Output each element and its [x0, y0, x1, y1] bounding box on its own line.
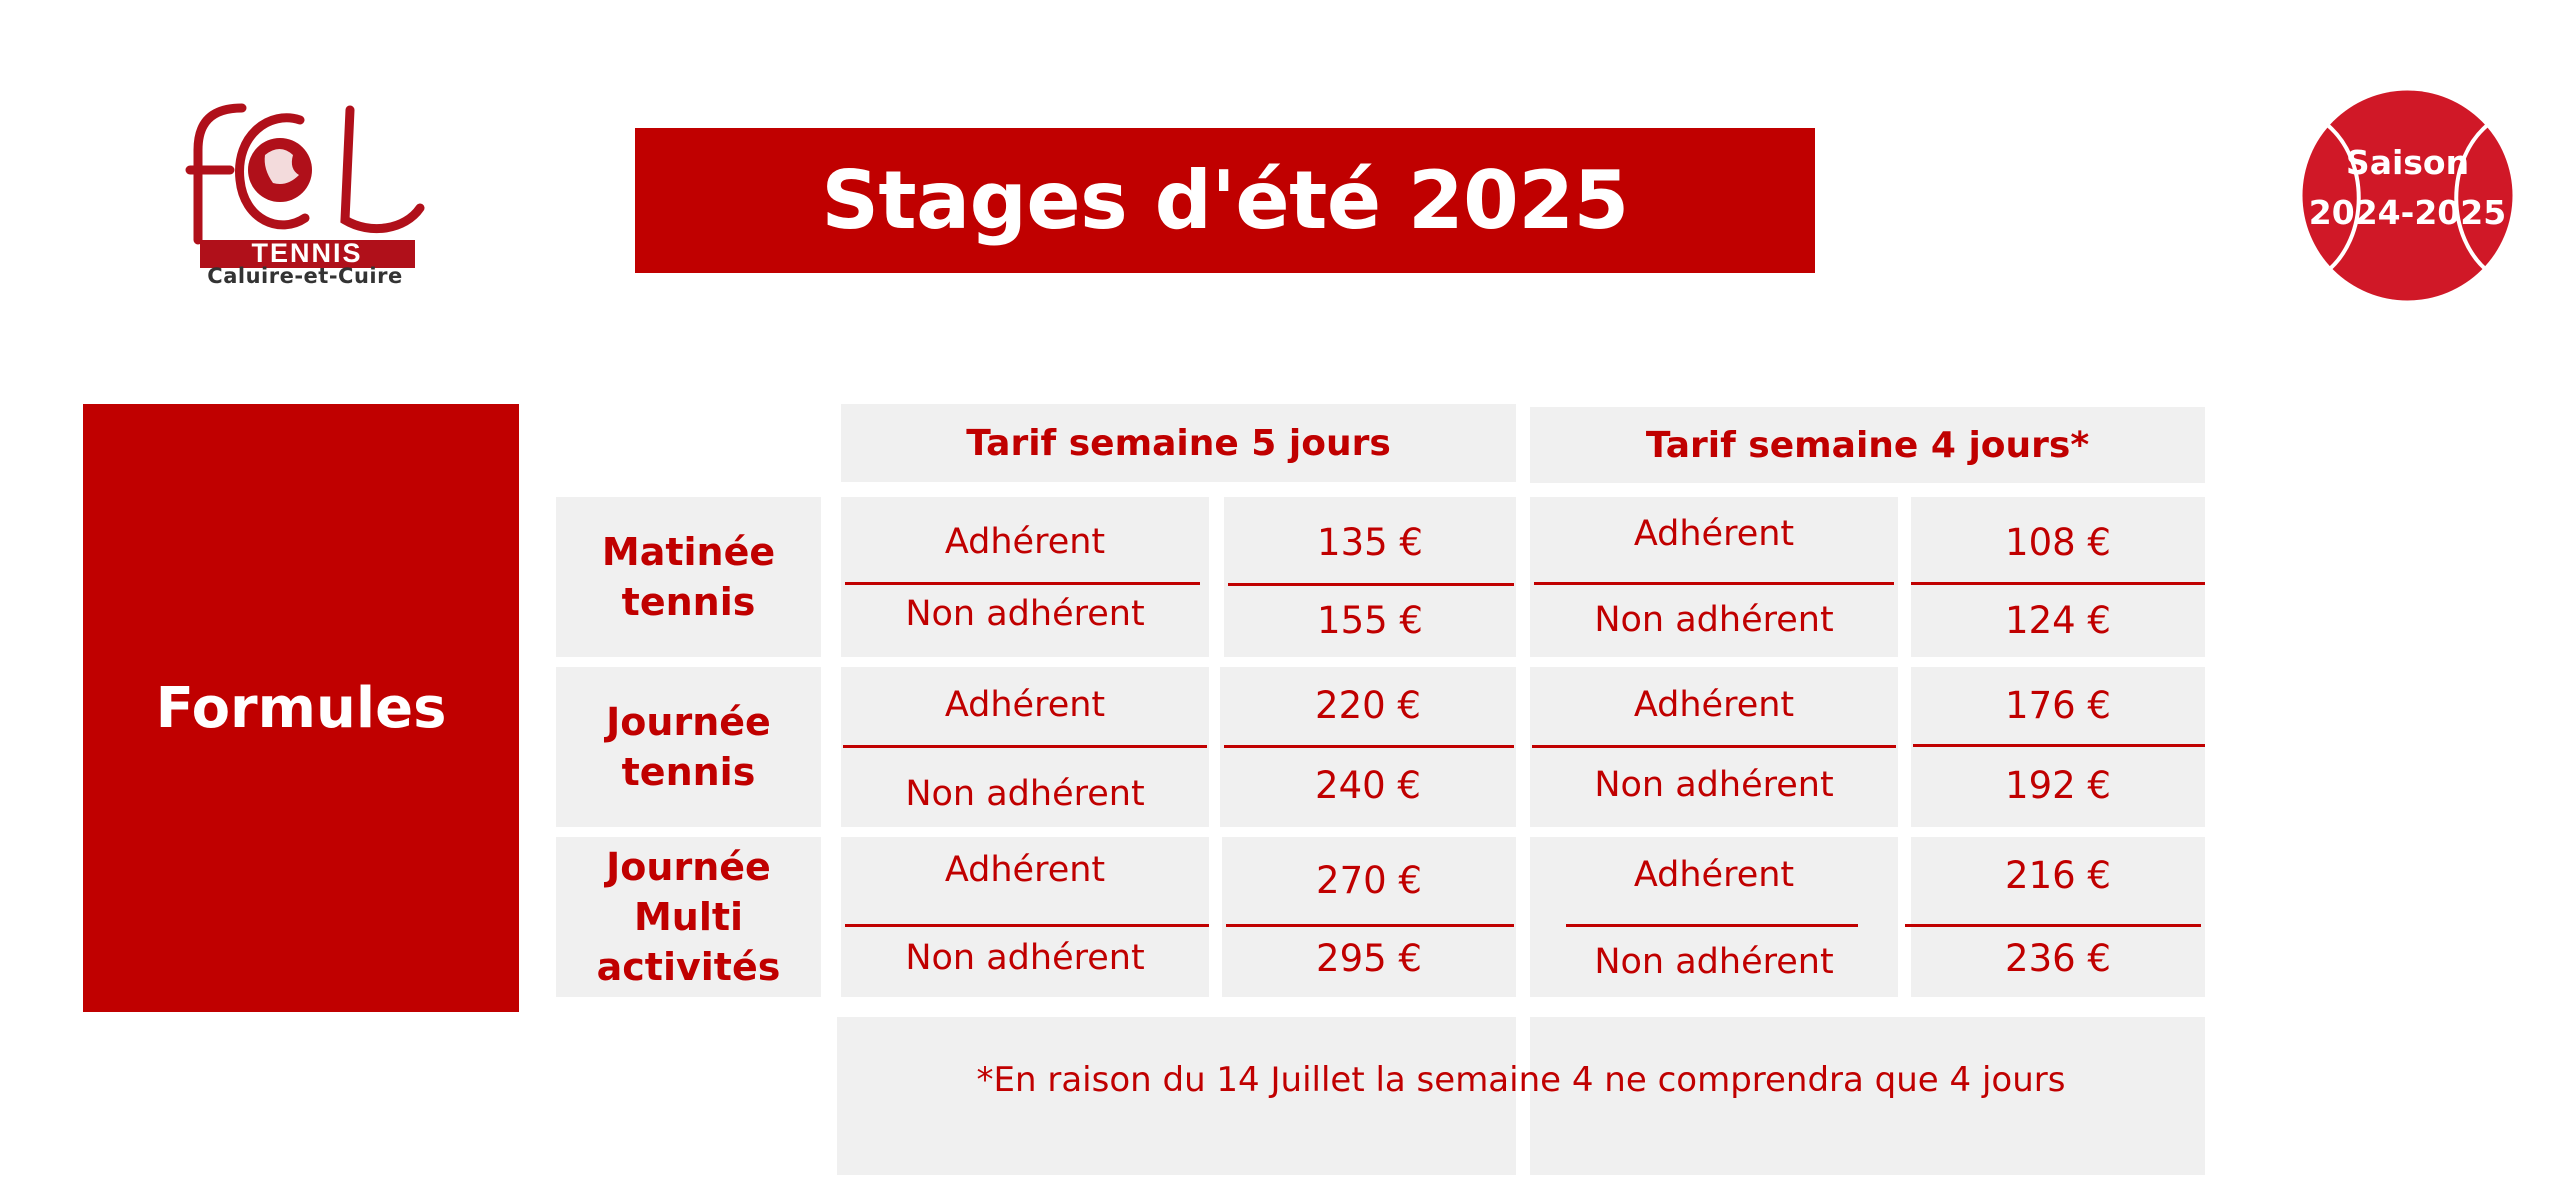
col-header-5-days-label: Tarif semaine 5 jours [966, 422, 1391, 464]
col-header-5-days [841, 404, 1516, 482]
divider [1913, 744, 2205, 747]
col-header-4-days [1530, 407, 2205, 483]
title-banner [635, 128, 1815, 273]
type-non-adherent: Non adhérent [1594, 600, 1834, 640]
type-adherent: Adhérent [1633, 855, 1795, 895]
row-label-line: tennis [621, 580, 756, 624]
divider [1532, 745, 1896, 748]
type-non-adherent: Non adhérent [905, 594, 1145, 634]
price-adherent: 176 € [2005, 683, 2111, 727]
price-adherent: 270 € [1316, 858, 1422, 902]
row-label-line: Matinée [601, 530, 776, 574]
row-label-line: Multi [633, 895, 744, 939]
type-adherent: Adhérent [1633, 685, 1795, 725]
price-adherent: 220 € [1315, 683, 1421, 727]
cell-prices-r1-4d [1911, 497, 2205, 657]
row-label-journee-tennis [556, 667, 821, 827]
row-label-line: tennis [621, 750, 756, 794]
type-non-adherent: Non adhérent [1594, 765, 1834, 805]
row-label-journee-multi-activites [556, 837, 821, 997]
divider [1534, 582, 1894, 585]
cell-types-r3-4d [1530, 837, 1898, 997]
divider [1228, 583, 1514, 586]
type-adherent: Adhérent [944, 685, 1106, 725]
price-non-adherent: 192 € [2005, 763, 2111, 807]
logo-subtitle: Caluire-et-Cuire [207, 264, 403, 288]
price-adherent: 216 € [2005, 853, 2111, 897]
footnote: *En raison du 14 Juillet la semaine 4 ne comprendra que 4 jours [976, 1060, 2066, 1100]
cell-prices-r3-5d [1222, 837, 1516, 997]
row-label-line: activités [596, 945, 781, 989]
logo-wordmark: TENNIS [251, 238, 363, 268]
divider [1905, 924, 2201, 927]
page-title: Stages d'été 2025 [821, 154, 1629, 247]
cell-types-r1-5d [841, 497, 1209, 657]
divider [843, 745, 1207, 748]
cell-types-r2-5d [841, 667, 1209, 827]
price-adherent: 135 € [1317, 520, 1423, 564]
type-adherent: Adhérent [944, 850, 1106, 890]
season-badge-text [2300, 138, 2515, 238]
price-adherent: 108 € [2005, 520, 2111, 564]
divider [1226, 924, 1514, 927]
type-adherent: Adhérent [1633, 514, 1795, 554]
type-non-adherent: Non adhérent [905, 774, 1145, 814]
price-non-adherent: 124 € [2005, 598, 2111, 642]
divider [1911, 582, 2205, 585]
type-adherent: Adhérent [944, 522, 1106, 562]
price-non-adherent: 240 € [1315, 763, 1421, 807]
type-non-adherent: Non adhérent [1594, 942, 1834, 982]
row-label-line: Journée [606, 700, 771, 744]
cell-prices-r3-4d [1911, 837, 2205, 997]
row-label-matinee-tennis [556, 497, 821, 657]
row-label-line: Journée [606, 845, 771, 889]
badge-line-2: 2024-2025 [2308, 193, 2507, 232]
divider [845, 924, 1209, 927]
type-non-adherent: Non adhérent [905, 938, 1145, 978]
cell-prices-r2-5d [1220, 667, 1516, 827]
cell-prices-r2-4d [1911, 667, 2205, 827]
cell-types-r2-4d [1530, 667, 1898, 827]
price-non-adherent: 236 € [2005, 936, 2111, 980]
footnote-container [837, 1017, 2205, 1143]
cell-prices-r1-5d [1224, 497, 1516, 657]
price-non-adherent: 155 € [1317, 598, 1423, 642]
cell-types-r1-4d [1530, 497, 1898, 657]
divider [845, 582, 1200, 585]
badge-line-1: Saison [2345, 143, 2470, 182]
formules-panel [83, 404, 519, 1012]
formules-label: Formules [155, 675, 447, 741]
divider [1224, 745, 1514, 748]
cell-types-r3-5d [841, 837, 1209, 997]
col-header-4-days-label: Tarif semaine 4 jours* [1645, 424, 2090, 466]
divider [1566, 924, 1858, 927]
price-non-adherent: 295 € [1316, 936, 1422, 980]
